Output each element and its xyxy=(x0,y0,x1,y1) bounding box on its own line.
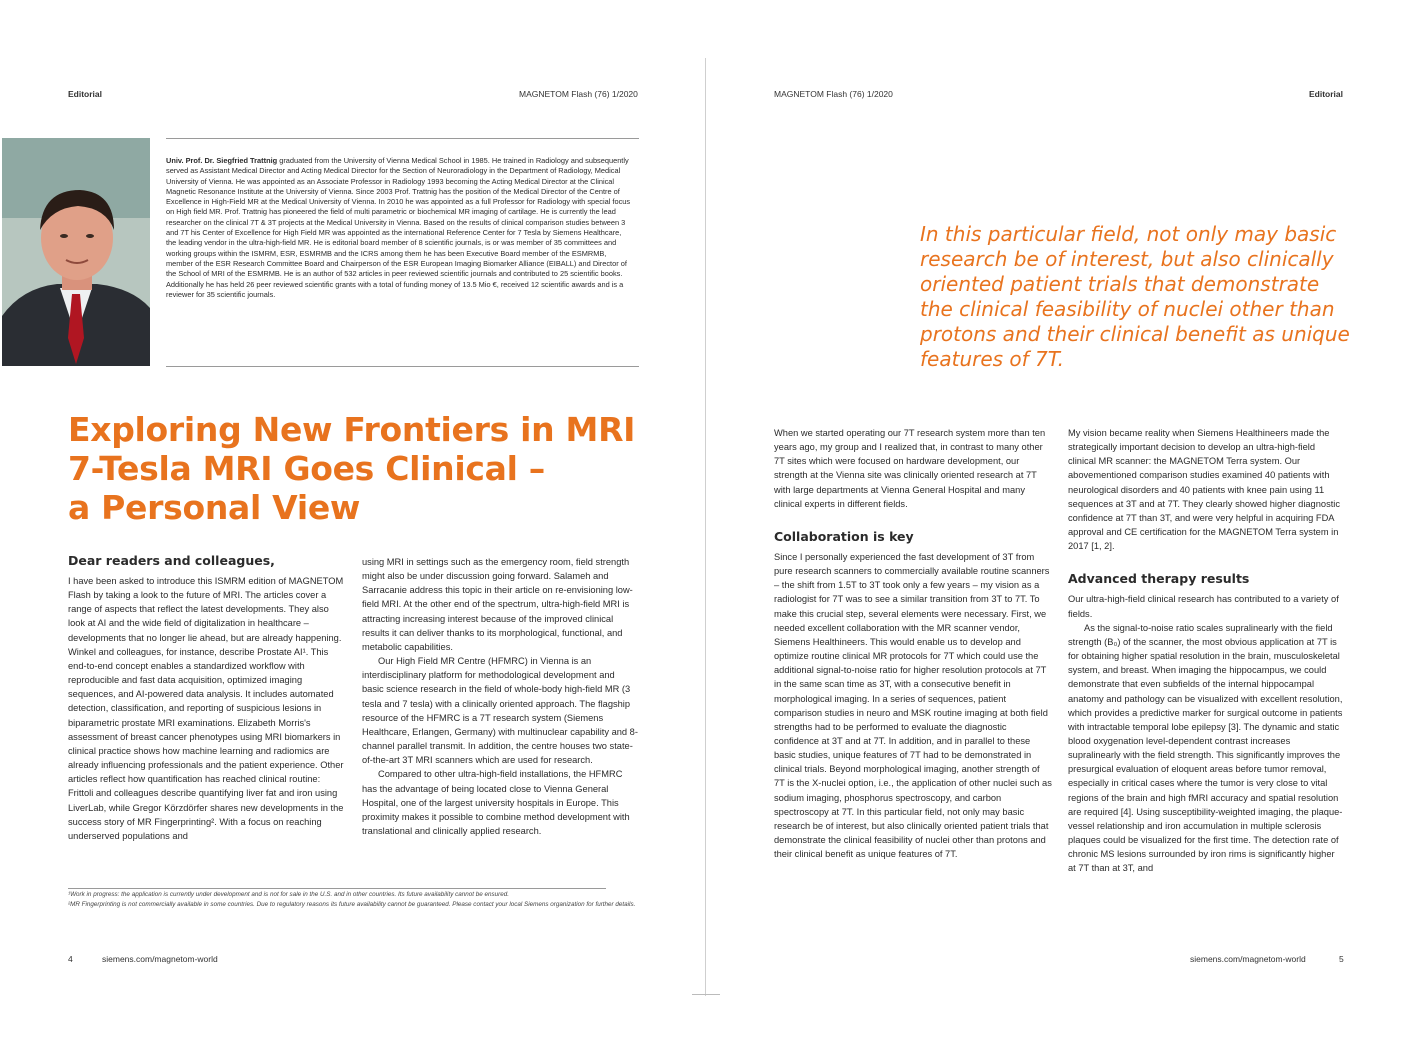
bio-bottom-rule xyxy=(166,366,639,367)
title-line-2: 7-Tesla MRI Goes Clinical – xyxy=(68,449,545,488)
right-column-1 xyxy=(774,426,1052,861)
right-page-number: 5 xyxy=(1339,954,1344,964)
left-col2-para-2: Our High Field MR Centre (HFMRC) in Vienna is an interdisciplinary platform for methodological development and basic science research in the field of whole-body high-field MR (3 tesla and 7 tesla) with a clinically oriented approach. The flagship resource of the HFMRC is a 7T research system (Siemens Healthcare, Erlangen, Germany) with multinuclear capability and 8-channel parallel transmit. In addition, the centre houses two state-of-the-art 3T MRI scanners which are used for research. xyxy=(362,656,638,766)
right-col1-para-2: Since I personally experienced the fast development of 3T from pure research scanners to commercially available routine scanners – the shift from 1.5T to 3T took only a few years – my vision as a radiologist for 7T was to see a similar transition from 3T to 7T. To make this crucial step, several elements were necessary. First, we needed excellent collaboration with the MR scanner vendor, Siemens Healthineers. This would enable us to develop and optimize routine clinical MR protocols for 7T which could use the additional signal-to-noise ratio for higher resolution protocols at 7T in the same scan time as 3T, with a consecutive benefit in morphological imaging. In a series of sequences, patient comparison studies in neuro and MSK routine imaging at both field strengths had to be performed to evaluate the diagnostic confidence at 3T and at 7T. In addition, and in parallel to these basic studies, unique features of 7T had to be demonstrated in clinical trials. Beyond morphological imaging, another strength of 7T is the X-nuclei option, i.e., the application of other nuclei such as sodium imaging, phosphorus spectroscopy, and carbon spectroscopy at 7T. In this particular field, not only may basic research be of interest, but also clinically oriented patient trials that demonstrate the clinical feasibility of nuclei other than protons and their clinical benefit as unique features of 7T. xyxy=(774,551,1052,860)
article-title xyxy=(68,410,636,527)
left-magazine-label: MAGNETOM Flash (76) 1/2020 xyxy=(519,89,638,99)
footnote-2: ²MR Fingerprinting is not commercially available in some countries. Due to regulatory reasons its future availability cannot be guaranteed. Please contact your local Siemens organization for further details. xyxy=(68,900,636,908)
left-col2-para-3: Compared to other ultra-high-field installations, the HFMRC has the advantage of being located close to Vienna General Hospital, one of the largest university hospitals in Europe. This proximity makes it possible to combine method development with translational and clinically applied research. xyxy=(362,769,630,836)
collaboration-heading: Collaboration is key xyxy=(774,528,914,544)
author-name: Univ. Prof. Dr. Siegfried Trattnig xyxy=(166,156,278,165)
author-bio-text: graduated from the University of Vienna Medical School in 1985. He trained in Radiology and subsequently served as Assistant Medical Director and Acting Medical Director for the Section of Neuroradiology in the Department of Radiology, Medical University of Vienna. He was appointed as an Associate Professor in Radiology 1993 becoming the Acting Medical Director at the Clinical Magnetic Resonance Institute at the University of Vienna. Since 2003 Prof. Trattnig has the position of the Medical Director of the Centre of Excellence in High-Field MR at the Medical University of Vienna. In 2010 he was appointed as a full Professor for Radiology with special focus on High field MR. Prof. Trattnig has pioneered the field of multi parametric or biochemical MR imaging of cartilage. He is currently the lead researcher on the clinical 7T & 3T projects at the Medical University in Vienna. Based on the results of clinical comparison studies between 3 and 7T his Center of Excellence for High Field MR was appointed as the international Reference Center for 7 Tesla by Siemens Healthcare, the leading vendor in the ultra-high-field MR. He is editorial board member of 8 scientific journals, is or was member of 35 committees and working groups within the ISMRM, ESR, ESMRMB and the ICRS among them he has been Executive Board member of the ESMRMB, member of the ESR Research Committee Board and Chairperson of the ESR European Imaging Biomarker Alliance (EIBALL) and Director of the School of MRI of the ESMRMB. He is an author of 532 articles in peer reviewed scientific journals and contributed to 25 scientific books. Additionally he has held 26 peer reviewed scientific grants with a total of funding money of 13.5 Mio €, received 12 scientific awards and is a reviewer for 35 scientific journals. xyxy=(166,156,631,299)
footnote-rule xyxy=(68,888,606,889)
greeting-heading: Dear readers and colleagues, xyxy=(68,553,275,568)
right-col2-para-2: Our ultra-high-field clinical research has contributed to a variety of fields. xyxy=(1068,594,1339,619)
right-col2-para-3: As the signal-to-noise ratio scales supralinearly with the field strength (B₀) of the scanner, the most obvious application at 7T is for obtaining higher spatial resolution in the brain, musculoskeletal system, and breast. When imaging the hippocampus, we could demonstrate that even subfields of the internal hippocampal anatomy and pathology can be visualized with excellent resolution, which provides a predictive marker for surgical outcome in patients with intractable temporal lobe epilepsy [3]. The dynamic and static blood oxygenation level-dependent contrast increases supralinearly with the field strength. This significantly improves the presurgical evaluation of eloquent areas before tumor removal, especially in critical cases where the tumor is very close to vital regions of the brain and high fMRI accuracy and spatial resolution are required [4]. Using susceptibility-weighted imaging, the plaque-vessel relationship and iron accumulation in multiple sclerosis plaques could be visualized for the first time. The detection rate of chronic MS lesions surrounded by iron rims is significantly higher at 7T than at 3T, and xyxy=(1068,622,1343,874)
pull-quote xyxy=(920,222,1350,372)
left-column-1 xyxy=(68,574,346,843)
right-col2-para-1: My vision became reality when Siemens Healthineers made the strategically important decision to develop an ultra-high-field clinical MR scanner: the MAGNETOM Terra system. Our abovementioned comparison studies examined 40 patients with neurological disorders and 40 patients with knee pain using 11 sequences at 3T and at 7T. They clearly showed higher diagnostic confidence at 7T than 3T, and were very helpful in acquiring FDA approval and CE certification for the MAGNETOM Terra system in 2017 [1, 2]. xyxy=(1068,428,1341,552)
left-col1-text: I have been asked to introduce this ISMRM edition of MAGNETOM Flash by taking a look to the future of MRI. The articles cover a range of aspects that reflect the latest developments. They also look at AI and the wide field of digitalization in healthcare – developments that no longer lie ahead, but are already happening. Winkel and colleagues, for instance, describe Prostate AI¹. This end-to-end concept enables a standardized workflow with reproducible and fast data acquisition, optimized imaging sequences, and AI-powered data analysis. It includes automated detection, classification, and reporting of suspicious lesions in biparametric prostate MRI examinations. Elizabeth Morris's assessment of breast cancer phenotypes using MRI biomarkers in clinical practice shows how machine learning and radiomics are already influencing professionals and the patient experience. Other articles reflect how quantification has reached clinical routine: Frittoli and colleagues describe quantifying liver fat and iron using LiverLab, while Gregor Körzdörfer shares new developments in the success story of MR Fingerprinting². With a focus on reaching underserved populations and xyxy=(68,576,344,841)
quote-line-1: In this particular field, not only may basic xyxy=(920,222,1337,246)
footnotes xyxy=(68,890,638,909)
advanced-therapy-heading: Advanced therapy results xyxy=(1068,571,1250,587)
quote-line-6: features of 7T. xyxy=(920,347,1064,371)
left-page-url[interactable]: siemens.com/magnetom-world xyxy=(102,954,218,964)
left-column-2 xyxy=(362,555,638,838)
page-spine xyxy=(705,58,706,996)
portrait-image xyxy=(2,138,150,366)
page-spine-tick xyxy=(692,994,720,995)
left-section-label: Editorial xyxy=(68,89,103,99)
left-col2-para-1: using MRI in settings such as the emergency room, field strength might also be under discussion going forward. Salameh and Sarracanie address this topic in their article on re-envisioning low-field MRI. At the other end of the spectrum, ultra-high-field MRI is attracting increasing interest because of the improved clinical results it can deliver thanks to its morphological, functional, and metabolic capabilities. xyxy=(362,557,633,652)
footnote-1: ¹Work in progress: the application is currently under development and is not for sale in the U.S. and in other countries. Its future availability cannot be ensured. xyxy=(68,891,510,898)
quote-line-2: research be of interest, but also clinically xyxy=(920,247,1334,271)
right-magazine-label: MAGNETOM Flash (76) 1/2020 xyxy=(774,89,893,99)
right-column-2 xyxy=(1068,426,1344,876)
right-col1-para-1: When we started operating our 7T research system more than ten years ago, my group and I realized that, in contrast to many other 7T sites which were focused on hardware development, our strength at the Vienna site was clinically oriented research at 7T with large departments at Vienna General Hospital and many clinical experts in different fields. xyxy=(774,428,1046,509)
author-portrait xyxy=(2,138,150,366)
author-bio xyxy=(166,156,632,300)
quote-line-4: the clinical feasibility of nuclei other than xyxy=(920,297,1335,321)
title-line-1: Exploring New Frontiers in MRI xyxy=(68,410,636,449)
bio-top-rule xyxy=(166,138,639,139)
right-section-label: Editorial xyxy=(1309,89,1344,99)
quote-line-3: oriented patient trials that demonstrate xyxy=(920,272,1320,296)
left-page-number: 4 xyxy=(68,954,73,964)
title-line-3: a Personal View xyxy=(68,488,361,527)
quote-line-5: protons and their clinical benefit as unique xyxy=(920,322,1350,346)
right-page-url[interactable]: siemens.com/magnetom-world xyxy=(1190,954,1306,964)
